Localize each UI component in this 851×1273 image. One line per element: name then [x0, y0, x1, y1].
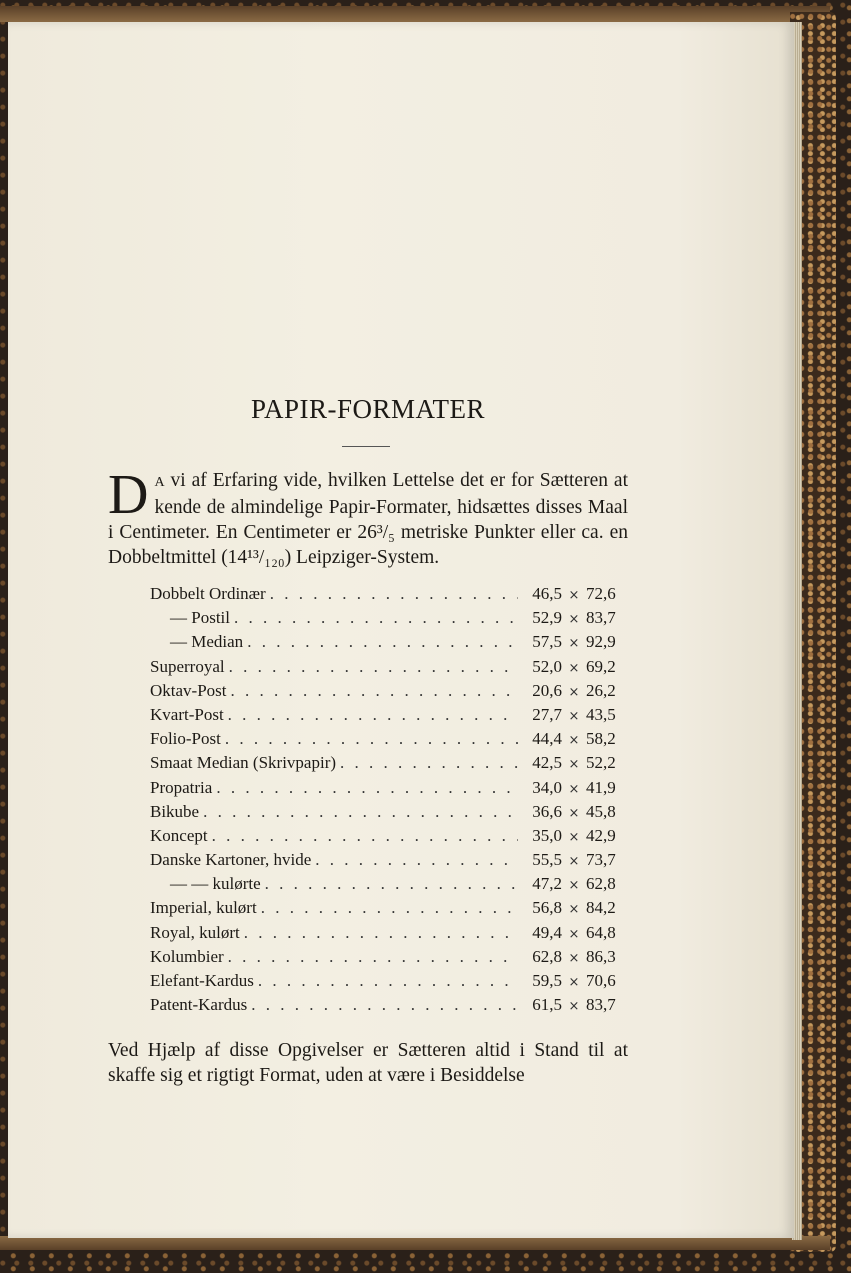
- times-sign: ×: [568, 950, 580, 966]
- width-value: 56,8: [532, 898, 562, 918]
- leader-dots: [221, 727, 518, 751]
- height-value: 52,2: [586, 753, 616, 773]
- times-sign: ×: [568, 999, 580, 1015]
- table-row: [150, 824, 630, 848]
- times-sign: ×: [568, 757, 580, 773]
- width-value: 49,4: [532, 922, 562, 942]
- times-sign: ×: [568, 588, 580, 603]
- table-row: [150, 848, 630, 872]
- times-sign: ×: [568, 878, 580, 894]
- format-name: Patent-Kardus: [150, 995, 248, 1015]
- table-row: [150, 896, 630, 920]
- table-row: [150, 945, 630, 969]
- width-value: 57,5: [532, 632, 562, 652]
- height-value: 58,2: [586, 729, 616, 749]
- width-value: 34,0: [532, 777, 562, 797]
- leader-dots: [227, 679, 519, 703]
- intro-paragraph: [108, 464, 628, 570]
- table-row: [150, 582, 630, 606]
- table-row: [150, 703, 630, 727]
- leader-dots: [224, 703, 518, 727]
- times-sign: ×: [568, 975, 580, 990]
- leader-dots: [254, 969, 518, 993]
- intro-text: vi af Erfaring vide, hvilken Lettelse det er for Sætteren at kende de almindelige Papir-Formater, hidsættes disses Maal i Centimeter. En Centimeter er 26³/₅ metriske Punkter eller ca. en Dobbeltmittel (14¹³/₁₂₀) Leipziger-System.: [108, 470, 628, 568]
- leader-dots: [266, 582, 518, 606]
- page-title: PAPIR-FORMATER: [250, 394, 486, 424]
- leader-dots: [247, 993, 518, 1017]
- format-name: Danske Kartoner, hvide: [150, 850, 312, 870]
- height-value: 72,6: [586, 584, 616, 603]
- height-value: 64,8: [586, 922, 616, 942]
- leader-dots: [261, 872, 518, 896]
- height-value: 92,9: [586, 632, 616, 652]
- height-value: 83,7: [586, 995, 616, 1015]
- format-name: Propatria: [150, 777, 213, 797]
- width-value: 62,8: [532, 946, 562, 966]
- leader-dots: [243, 630, 518, 654]
- format-name: Oktav-Post: [150, 680, 227, 700]
- height-value: 41,9: [586, 777, 616, 797]
- table-row: [150, 921, 630, 945]
- height-value: 86,3: [586, 946, 616, 966]
- times-sign: ×: [568, 708, 580, 724]
- times-sign: ×: [568, 612, 580, 628]
- width-value: 27,7: [532, 704, 562, 724]
- format-name: Bikube: [150, 801, 200, 821]
- table-row: [150, 751, 630, 775]
- height-value: 26,2: [586, 680, 616, 700]
- table-row: [150, 679, 630, 703]
- format-name: Smaat Median (Skrivpapir): [150, 753, 337, 773]
- cover-bottom-edge: [0, 1236, 830, 1250]
- width-value: 46,5: [532, 584, 562, 603]
- width-value: 52,0: [532, 656, 562, 676]
- leader-dots: [311, 848, 518, 872]
- leader-dots: [257, 896, 518, 920]
- width-value: 47,2: [532, 874, 562, 894]
- table-row: [150, 776, 630, 800]
- times-sign: ×: [568, 902, 580, 918]
- height-value: 70,6: [586, 971, 616, 990]
- table-row: [150, 606, 630, 630]
- format-name: Kolumbier: [150, 946, 224, 966]
- table-row: [150, 993, 630, 1017]
- table-row: [150, 727, 630, 751]
- format-name: Superroyal: [150, 656, 225, 676]
- format-name: Folio-Post: [150, 729, 221, 749]
- height-value: 43,5: [586, 704, 616, 724]
- leader-dots: [208, 824, 518, 848]
- table-row: [150, 872, 630, 896]
- width-value: 20,6: [532, 680, 562, 700]
- table-row: [150, 800, 630, 824]
- times-sign: ×: [568, 636, 580, 652]
- leader-dots: [224, 945, 518, 969]
- width-value: 36,6: [532, 801, 562, 821]
- format-name: — Median: [170, 632, 244, 652]
- height-value: 62,8: [586, 874, 616, 894]
- height-value: 69,2: [586, 656, 616, 676]
- format-table: [150, 582, 630, 1017]
- times-sign: ×: [568, 781, 580, 797]
- height-value: 45,8: [586, 801, 616, 821]
- width-value: 52,9: [532, 608, 562, 628]
- format-name: — — kulørte: [170, 874, 261, 894]
- times-sign: ×: [568, 805, 580, 821]
- height-value: 73,7: [586, 850, 616, 870]
- format-name: Koncept: [150, 825, 208, 845]
- leader-dots: [212, 776, 518, 800]
- times-sign: ×: [568, 660, 580, 676]
- format-name: Imperial, kulørt: [150, 898, 257, 918]
- format-name: Royal, kulørt: [150, 922, 240, 942]
- leader-dots: [240, 921, 518, 945]
- book-page: [8, 22, 794, 1238]
- width-value: 55,5: [532, 850, 562, 870]
- times-sign: ×: [568, 926, 580, 942]
- times-sign: ×: [568, 854, 580, 870]
- width-value: 35,0: [532, 825, 562, 845]
- outro-paragraph: Ved Hjælp af disse Opgivelser er Sætteren altid i Stand til at skaffe sig et rigtigt Format, uden at være i Besiddelse: [108, 1040, 628, 1086]
- width-value: 44,4: [532, 729, 562, 749]
- width-value: 42,5: [532, 753, 562, 773]
- times-sign: ×: [568, 733, 580, 749]
- format-name: Dobbelt Ordinær: [150, 584, 266, 603]
- table-row: [150, 969, 630, 993]
- table-row: [150, 655, 630, 679]
- times-sign: ×: [568, 684, 580, 700]
- table-row: [150, 630, 630, 654]
- dropcap: D: [108, 464, 149, 526]
- leader-dots: [225, 655, 518, 679]
- format-name: Elefant-Kardus: [150, 971, 254, 990]
- times-sign: ×: [568, 829, 580, 845]
- leader-dots: [199, 800, 518, 824]
- width-value: 59,5: [532, 971, 562, 990]
- format-name: — Postil: [170, 608, 230, 628]
- leader-dots: [336, 751, 518, 775]
- height-value: 83,7: [586, 608, 616, 628]
- height-value: 42,9: [586, 825, 616, 845]
- width-value: 61,5: [532, 995, 562, 1015]
- cover-top-edge: [0, 6, 830, 22]
- leader-dots: [230, 606, 518, 630]
- intro-smallcaps: A: [154, 475, 165, 490]
- height-value: 84,2: [586, 898, 616, 918]
- format-name: Kvart-Post: [150, 704, 224, 724]
- title-rule: [342, 446, 390, 447]
